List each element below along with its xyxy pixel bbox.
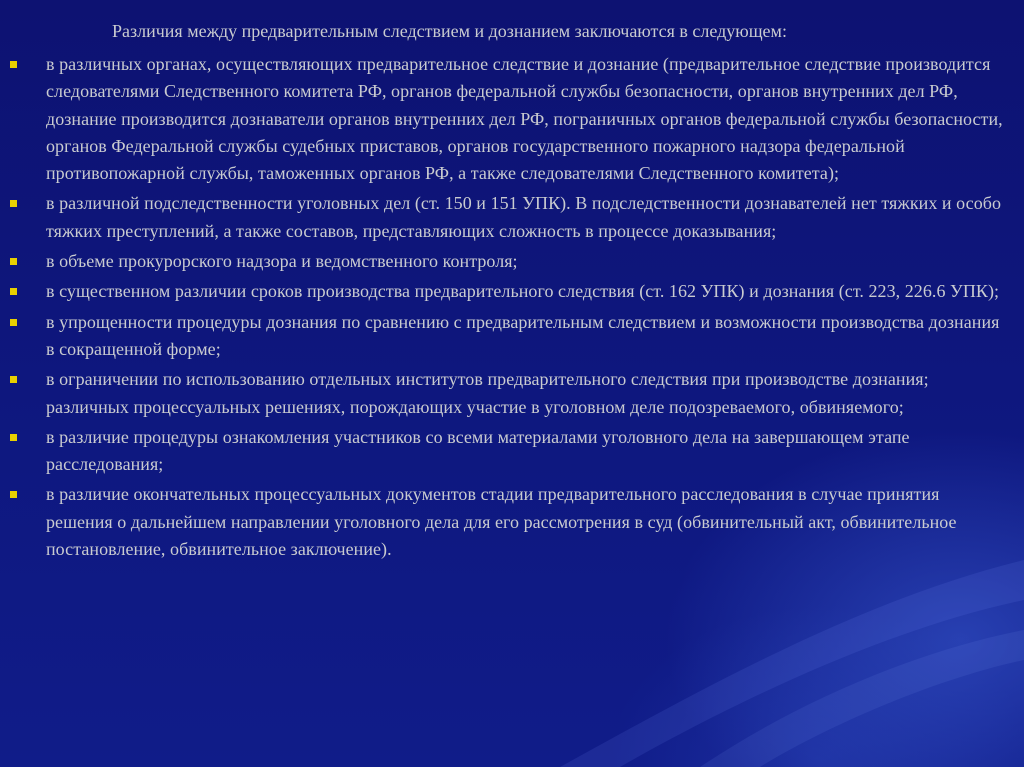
list-item (0, 424, 1024, 479)
bullet-text: в различной подследственности уголовных дел (ст. 150 и 151 УПК). В подследственности дознавателей нет тяжких и особо тяжких преступлений, а также составов, представляющих сложность в процессе доказывания; (46, 193, 1002, 241)
bullet-text: в различие процедуры ознакомления участников со всеми материалами уголовного дела на завершающем этапе расследования; (46, 426, 910, 475)
square-bullet-icon (10, 491, 17, 498)
bullet-text: в различие окончательных процессуальных документов стадии предварительного расследования в случае принятия решения о дальнейшем направлении уголовного дела для его рассмотрения в суд (обвинительный акт, обвинительное постановление, обвинительное заключение). (46, 484, 957, 560)
square-bullet-icon (10, 376, 17, 383)
list-item (0, 309, 1024, 364)
square-bullet-icon (10, 61, 17, 68)
list-item (0, 51, 1024, 187)
list-item (0, 481, 1024, 563)
bullet-text: в объеме прокурорского надзора и ведомственного контроля; (46, 251, 518, 272)
list-item (0, 278, 1024, 305)
bullet-list (0, 51, 1024, 566)
list-item (0, 366, 1024, 421)
bullet-text: в различных органах, осуществляющих предварительное следствие и дознание (предварительное следствие производится следователями Следственного комитета РФ, органов федеральной службы безопасности, органов внутренних дел РФ, дознание производится дознаватели органов внутренних дел РФ, пограничных органов федеральной службы безопасности, органов Федеральной службы судебных приставов, органов государственного пожарного надзора федеральной противопожарной службы, таможенных органов РФ, а также следователями Следственного комитета); (46, 54, 1003, 184)
square-bullet-icon (10, 200, 17, 207)
list-item (0, 190, 1024, 245)
bullet-text: в существенном различии сроков производства предварительного следствия (ст. 162 УПК) и дознания (ст. 223, 226.6 УПК); (46, 281, 1000, 302)
square-bullet-icon (10, 288, 17, 295)
list-item (0, 248, 1024, 275)
square-bullet-icon (10, 319, 17, 326)
bullet-text: в упрощенности процедуры дознания по сравнению с предварительным следствием и возможности производства дознания в сокращенной форме; (46, 311, 1000, 359)
square-bullet-icon (10, 258, 17, 265)
bullet-text: в ограничении по использованию отдельных институтов предварительного следствия при производстве дознания; различных процессуальных решениях, порождающих участие в уголовном деле подозреваемого, обвиняемого; (46, 369, 929, 417)
square-bullet-icon (10, 434, 17, 441)
slide-heading: Различия между предварительным следствием и дознанием заключаются в следующем: (112, 21, 787, 41)
